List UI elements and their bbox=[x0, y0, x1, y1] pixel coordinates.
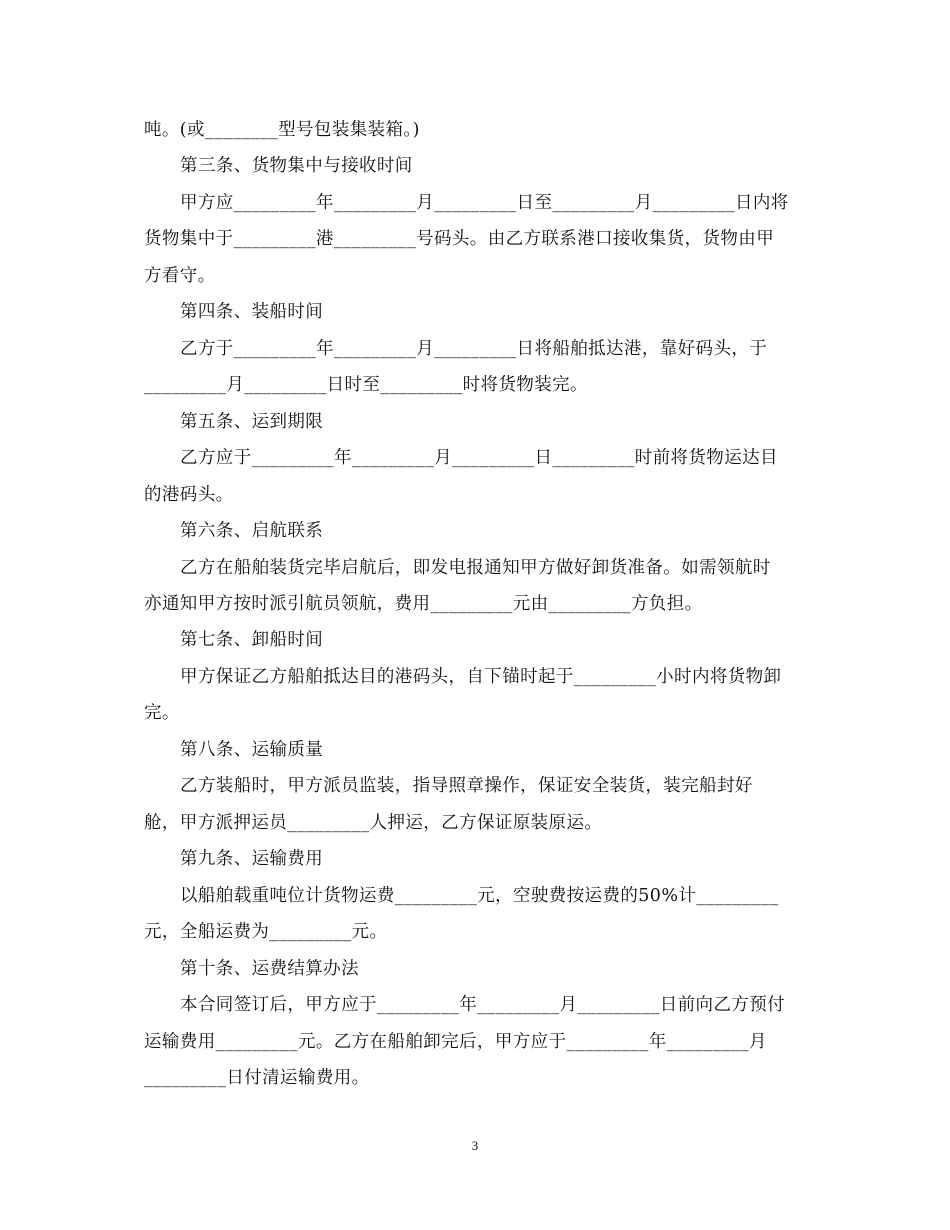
contract-line: 货物集中于_________港_________号码头。由乙方联系港口接收集货，货物由甲 bbox=[144, 229, 775, 249]
clause-heading: 第六条、启航联系 bbox=[180, 521, 324, 541]
contract-line: 舱，甲方派押运员_________人押运，乙方保证原装原运。 bbox=[144, 813, 603, 833]
contract-line: 的港码头。 bbox=[144, 485, 234, 505]
contract-line: 甲方应_________年_________月_________日至_________月_________日内将 bbox=[180, 193, 789, 213]
contract-line: 乙方于_________年_________月_________日将船舶抵达港，靠好码头，于 bbox=[180, 339, 768, 359]
contract-line: 甲方保证乙方船舶抵达目的港码头，自下锚时起于_________小时内将货物卸 bbox=[180, 667, 782, 687]
contract-line: 方看守。 bbox=[144, 266, 216, 286]
contract-line: _________日付清运输费用。 bbox=[144, 1068, 370, 1088]
clause-heading: 第八条、运输质量 bbox=[180, 740, 324, 760]
clause-heading: 第十条、运费结算办法 bbox=[180, 959, 359, 979]
contract-line: 完。 bbox=[144, 703, 180, 723]
page-number: 3 bbox=[471, 1138, 479, 1153]
contract-line: 运输费用_________元。乙方在船舶卸完后，甲方应于_________年_________月 bbox=[144, 1032, 767, 1052]
contract-line: 吨。(或________型号包装集装箱。) bbox=[144, 120, 420, 140]
contract-line: 以船舶载重吨位计货物运费_________元，空驶费按运费的50%计_________ bbox=[180, 886, 779, 906]
contract-line: 乙方应于_________年_________月_________日_________时前将货物运达目 bbox=[180, 448, 778, 468]
clause-heading: 第九条、运输费用 bbox=[180, 849, 324, 869]
contract-line: 亦通知甲方按时派引航员领航，费用_________元由_________方负担。 bbox=[144, 594, 703, 614]
contract-line: 元，全船运费为_________元。 bbox=[144, 922, 388, 942]
clause-heading: 第四条、装船时间 bbox=[180, 302, 324, 322]
contract-line: 乙方装船时，甲方派员监装，指导照章操作，保证安全装货，装完船封好 bbox=[180, 776, 753, 796]
contract-line: 乙方在船舶装货完毕启航后，即发电报通知甲方做好卸货准备。如需领航时 bbox=[180, 558, 771, 578]
contract-line: _________月_________日时至_________时将货物装完。 bbox=[144, 375, 588, 395]
clause-heading: 第七条、卸船时间 bbox=[180, 630, 324, 650]
contract-line: 本合同签订后，甲方应于_________年_________月_________日前向乙方预付 bbox=[180, 995, 786, 1015]
clause-heading: 第三条、货物集中与接收时间 bbox=[180, 156, 413, 176]
clause-heading: 第五条、运到期限 bbox=[180, 412, 324, 432]
